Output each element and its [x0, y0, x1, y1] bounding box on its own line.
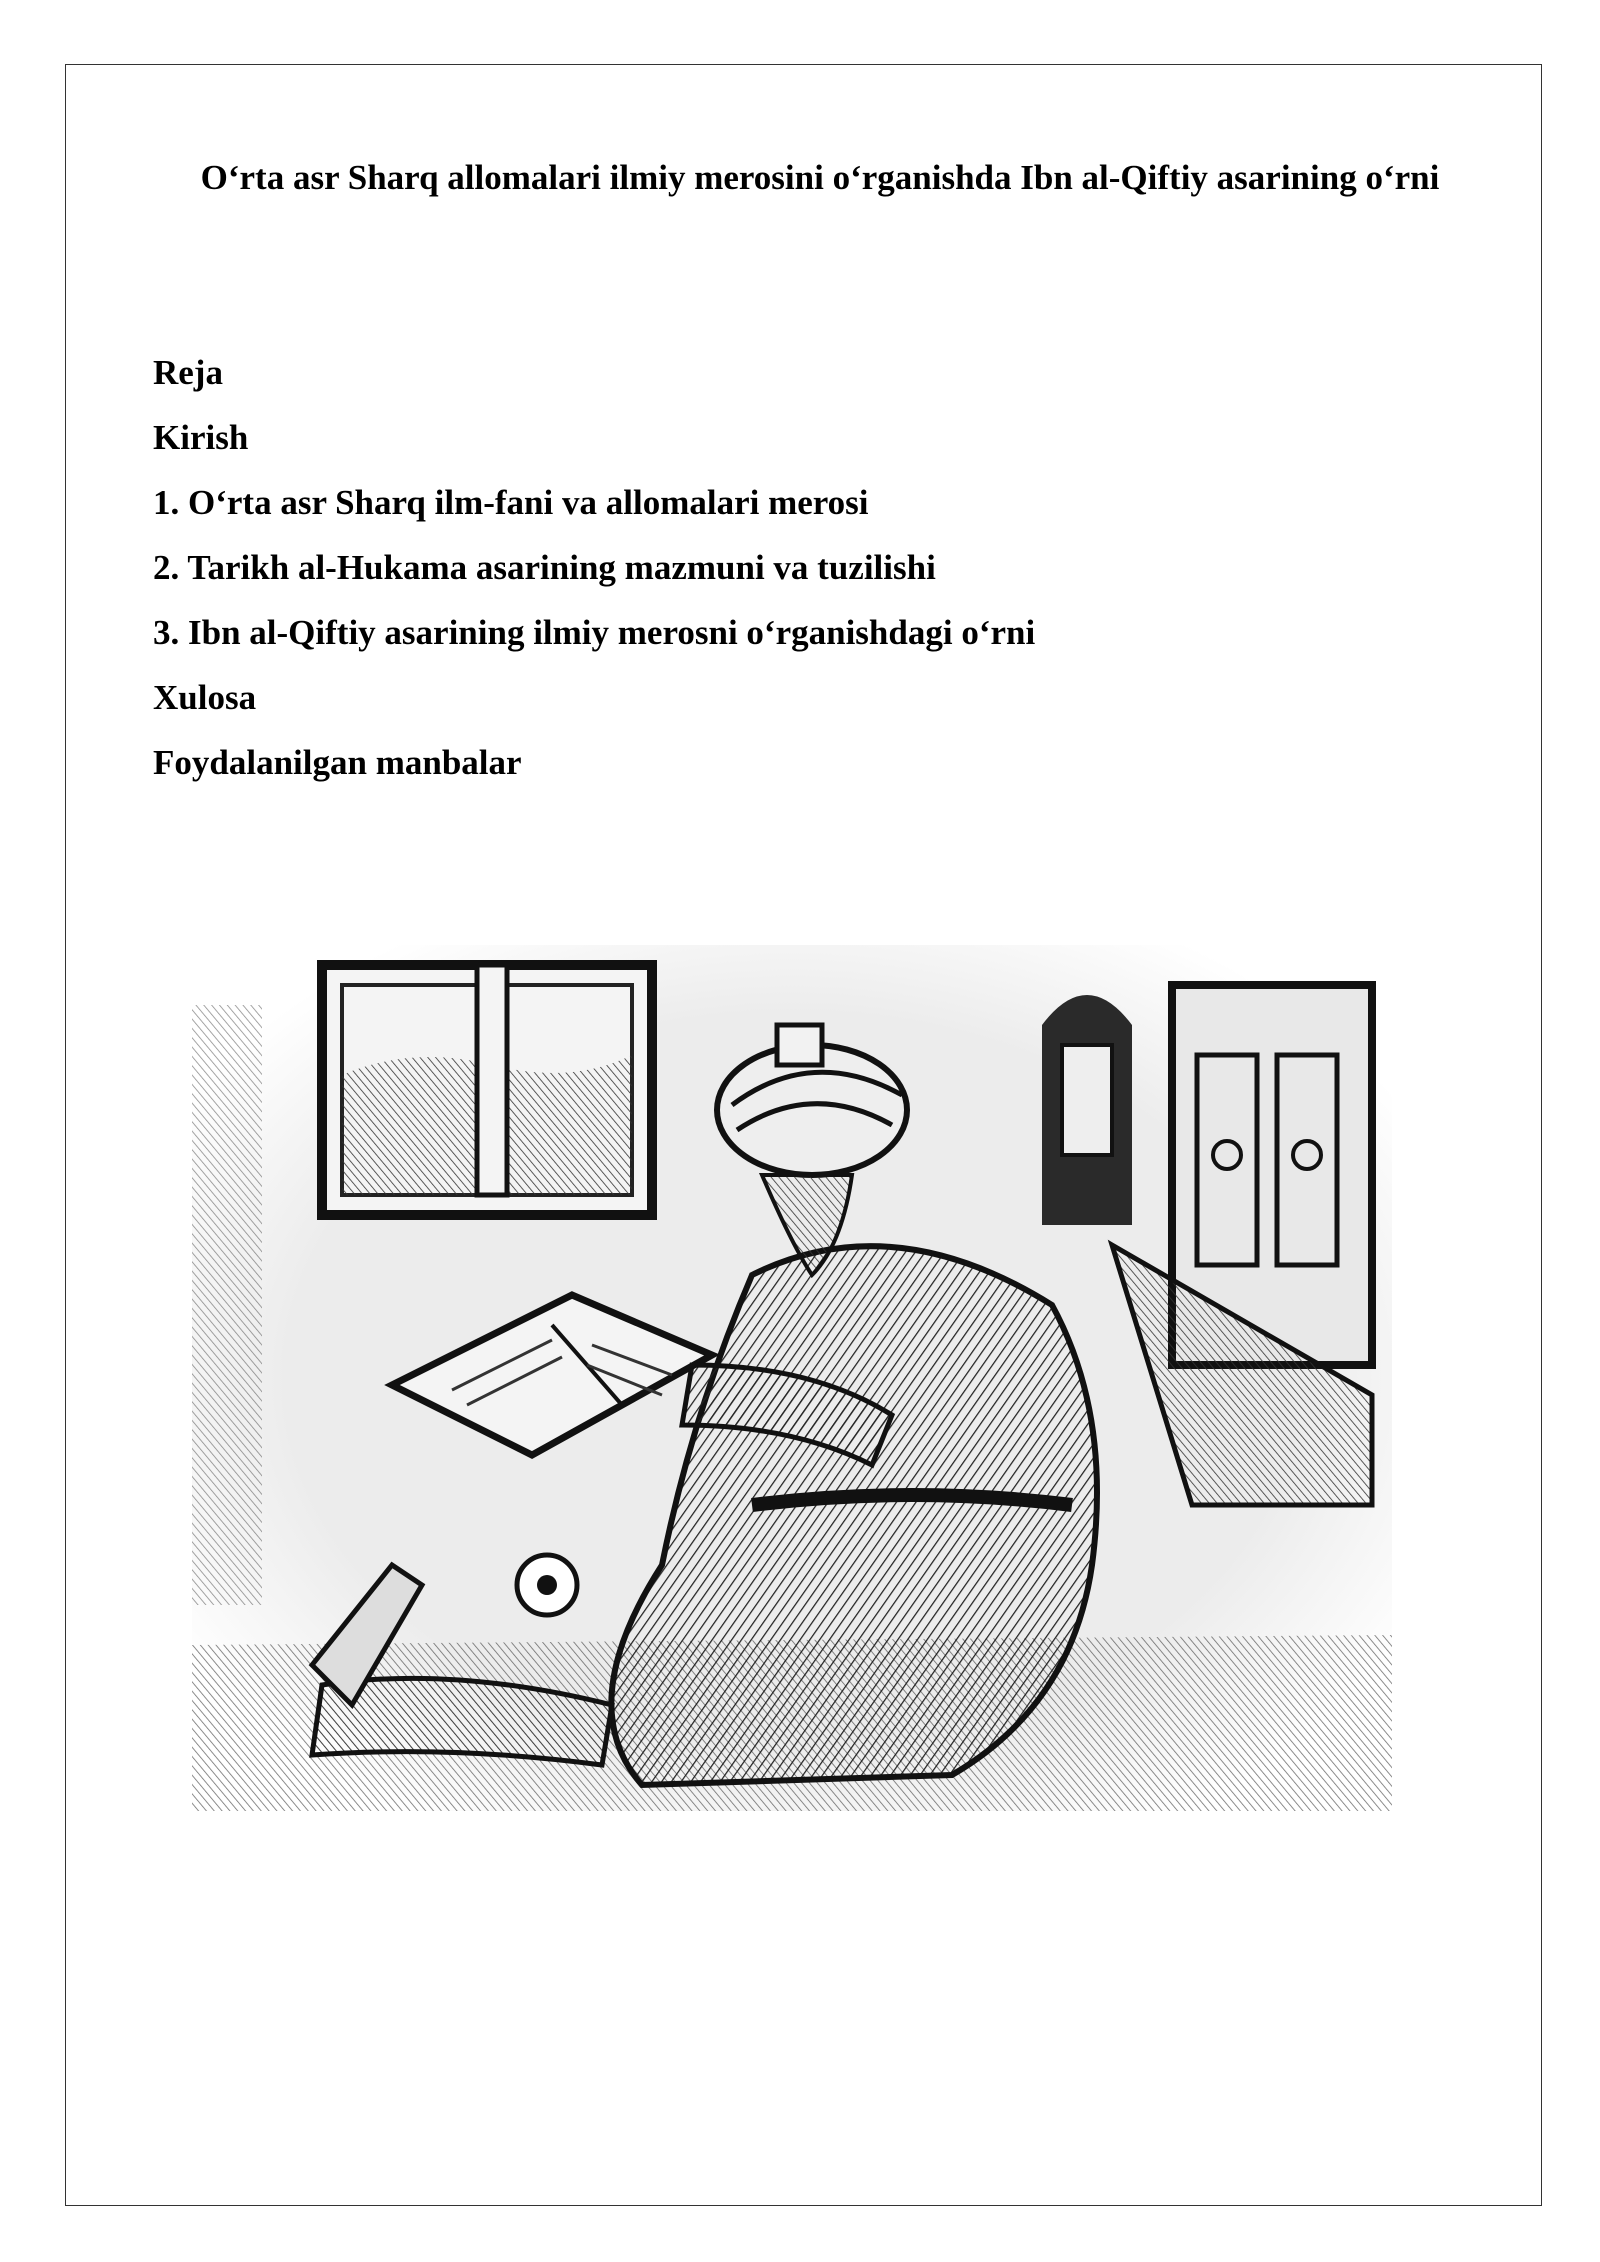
plan-item-3: 3. Ibn al-Qiftiy asarining ilmiy merosni o‘rganishdagi o‘rni: [153, 613, 1036, 652]
scholar-woodcut-image: [192, 945, 1392, 1811]
plan-item-conclusion: Xulosa: [153, 678, 257, 717]
document-title: O‘rta asr Sharq allomalari ilmiy merosini o‘rganishda Ibn al-Qiftiy asarining o‘rni: [200, 158, 1440, 197]
plan-list: [153, 340, 1035, 795]
plan-heading: Reja: [153, 353, 223, 392]
plan-item-2: 2. Tarikh al-Hukama asarining mazmuni va tuzilishi: [153, 548, 936, 587]
plan-item-introduction: Kirish: [153, 418, 249, 457]
plan-item-1: 1. O‘rta asr Sharq ilm-fani va allomalari merosi: [153, 483, 869, 522]
plan-item-sources: Foydalanilgan manbalar: [153, 743, 522, 782]
